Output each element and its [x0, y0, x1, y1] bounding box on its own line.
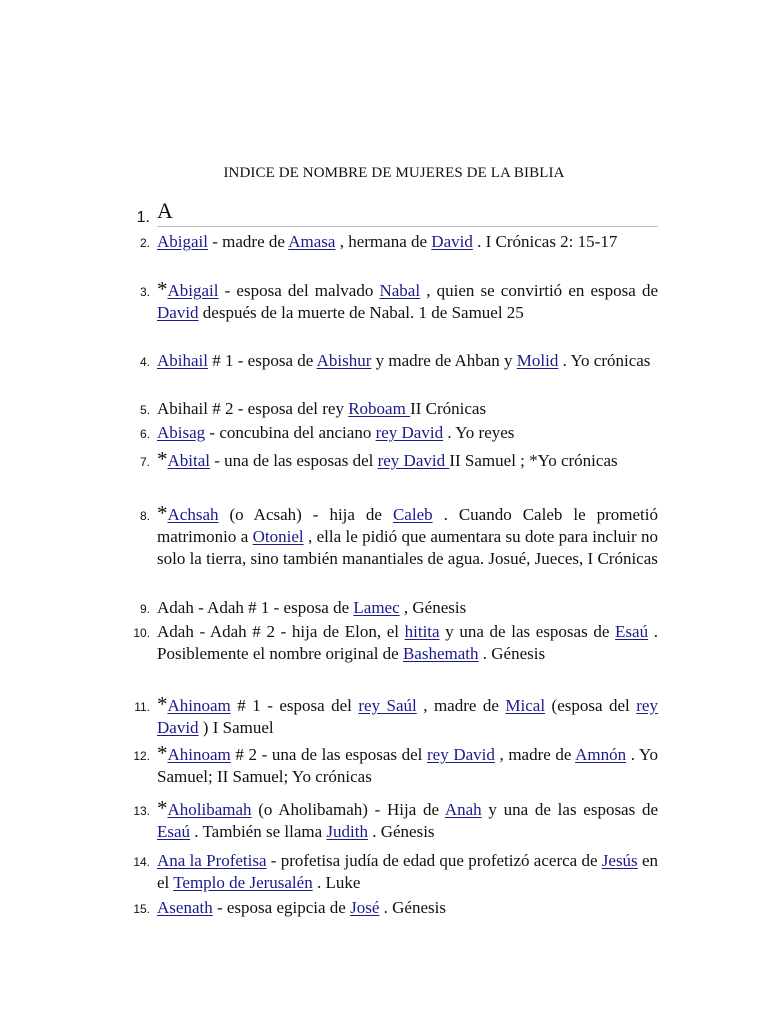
list-number: 4. [139, 355, 150, 369]
entry-text [157, 796, 658, 843]
entry-text-segment: , madre de [416, 696, 506, 715]
reference-link[interactable]: Abisag [157, 423, 206, 442]
entry-text [157, 621, 658, 665]
entry-text-segment: , madre de [494, 745, 576, 764]
entry-text [157, 350, 658, 372]
reference-link[interactable]: hitita [404, 622, 440, 641]
asterisk-marker: * [157, 277, 168, 301]
entry-text-segment: . Yo crónicas [558, 351, 651, 370]
entry-text-segment: A [157, 198, 173, 223]
reference-link[interactable]: Aholibamah [167, 800, 252, 819]
asterisk-marker: * [157, 501, 168, 525]
reference-link[interactable]: Anah [444, 800, 482, 819]
reference-link[interactable]: Otoniel [252, 527, 304, 546]
entry-text-segment: . Génesis [478, 644, 546, 663]
reference-link[interactable]: Abishur [316, 351, 372, 370]
reference-link[interactable]: Templo de Jerusalén [173, 873, 313, 892]
entry-text [157, 897, 658, 919]
list-number: 8. [139, 509, 150, 523]
entry-text-segment: . Génesis [367, 822, 435, 841]
list-number: 1. [136, 209, 150, 226]
entry-text-segment: II Crónicas [410, 399, 487, 418]
reference-link[interactable]: Roboam [348, 399, 411, 418]
list-number: 7. [139, 455, 150, 469]
entry-text-segment: (o Acsah) - hija de [218, 505, 393, 524]
entry-text-segment: en el [157, 851, 658, 892]
entry-text-segment: . También se llama [190, 822, 327, 841]
entry-text-segment: - madre de [208, 232, 289, 251]
reference-link[interactable]: Abital [167, 451, 210, 470]
reference-link[interactable]: Abigail [167, 281, 219, 300]
entry-text-segment: y una de las esposas de [439, 622, 616, 641]
entry-text-segment: # 2 - una de las esposas del [230, 745, 428, 764]
entry-text [157, 597, 658, 619]
reference-link[interactable]: Lamec [353, 598, 400, 617]
reference-link[interactable]: Caleb [392, 505, 433, 524]
reference-link[interactable]: Jesús [601, 851, 638, 870]
entry-text [157, 277, 659, 324]
entry-text-segment: . Cuando Caleb le prometió matrimonio a [157, 505, 658, 546]
list-number: 5. [139, 403, 150, 417]
reference-link[interactable]: rey David [157, 696, 658, 737]
reference-link[interactable]: Bashemath [402, 644, 479, 663]
entry-text-segment: Adah - Adah # 1 - esposa de [157, 598, 354, 617]
entry-text [157, 501, 658, 570]
entry-text-segment: Adah - Adah # 2 - hija de Elon, el [157, 622, 405, 641]
entry-text-segment: . Yo reyes [443, 423, 515, 442]
entry-text-segment: - esposa del malvado [218, 281, 380, 300]
entry-text-segment: - profetisa judía de edad que profetizó acerca de [266, 851, 602, 870]
entry-text [157, 741, 658, 788]
reference-link[interactable]: David [431, 232, 473, 251]
reference-link[interactable]: rey David [375, 423, 444, 442]
reference-link[interactable]: Esaú [615, 622, 649, 641]
entry-text-segment: (o Aholibamah) - Hija de [251, 800, 445, 819]
entry-text-segment: . Luke [312, 873, 361, 892]
reference-link[interactable]: Ahinoam [167, 696, 231, 715]
entry-text-segment: . Posiblemente el nombre original de [157, 622, 658, 663]
reference-link[interactable]: Judith [326, 822, 368, 841]
list-number: 6. [139, 427, 150, 441]
list-number: 9. [139, 602, 150, 616]
entry-text-segment: # 1 - esposa de [208, 351, 317, 370]
entry-text [157, 850, 658, 894]
reference-link[interactable]: Molid [516, 351, 559, 370]
list-number: 3. [139, 285, 150, 299]
entry-text-segment: , hermana de [335, 232, 432, 251]
entry-text-segment: , Génesis [399, 598, 467, 617]
entry-text [157, 231, 658, 253]
list-number: 11. [134, 700, 150, 714]
asterisk-marker: * [157, 447, 168, 471]
reference-link[interactable]: Achsah [167, 505, 219, 524]
entry-text-segment: - concubina del anciano [205, 423, 376, 442]
entry-text-segment: Abihail # 2 - esposa del rey [157, 399, 349, 418]
reference-link[interactable]: David [157, 303, 199, 322]
entry-text-segment: . Yo Samuel; II Samuel; Yo crónicas [157, 745, 658, 786]
document-title: INDICE DE NOMBRE DE MUJERES DE LA BIBLIA [223, 165, 565, 181]
reference-link[interactable]: rey David [377, 451, 450, 470]
entry-text [157, 422, 658, 444]
entry-text-segment: ) I Samuel [198, 718, 274, 737]
entry-text-segment: # 1 - esposa del [230, 696, 359, 715]
list-number: 2. [139, 236, 150, 250]
asterisk-marker: * [157, 796, 168, 820]
entry-text [157, 398, 658, 420]
list-number: 10. [133, 626, 150, 640]
reference-link[interactable]: Nabal [379, 281, 421, 300]
reference-link[interactable]: Mical [505, 696, 546, 715]
reference-link[interactable]: Ana la Profetisa [157, 851, 267, 870]
entry-text-segment: . Génesis [379, 898, 446, 917]
asterisk-marker: * [157, 741, 168, 765]
reference-link[interactable]: Abigail [157, 232, 208, 251]
entry-text [157, 692, 658, 739]
entry-text-segment: - esposa egipcia de [212, 898, 351, 917]
reference-link[interactable]: rey David [427, 745, 495, 764]
reference-link[interactable]: Ahinoam [167, 745, 231, 764]
entry-text-segment: (esposa del [545, 696, 637, 715]
entry-text-segment: . I Crónicas 2: 15-17 [472, 232, 618, 251]
section-divider [157, 226, 658, 227]
reference-link[interactable]: Amnón [575, 745, 627, 764]
entry-text-segment: , ella le pidió que aumentara su dote para incluir no solo la tierra, sino también manantiales de agua. Josué, Jueces, I Crónicas [157, 527, 658, 568]
entry-text-segment: y madre de Ahban y [371, 351, 517, 370]
list-number: 12. [133, 749, 150, 763]
list-number: 13. [133, 804, 150, 818]
reference-link[interactable]: Amasa [288, 232, 336, 251]
reference-link[interactable]: Esaú [157, 822, 191, 841]
reference-link[interactable]: Asenath [157, 898, 213, 917]
entry-text-segment: y una de las esposas de [481, 800, 658, 819]
reference-link[interactable]: Abihail [157, 351, 208, 370]
entry-text [157, 447, 658, 472]
entry-text-segment: después de la muerte de Nabal. 1 de Samuel 25 [198, 303, 524, 322]
entry-text-segment: , quien se convirtió en esposa de [420, 281, 659, 300]
entry-text-segment: II Samuel ; *Yo crónicas [449, 451, 618, 470]
entry-text [157, 200, 658, 222]
reference-link[interactable]: José [350, 898, 380, 917]
asterisk-marker: * [157, 692, 168, 716]
list-number: 14. [133, 855, 150, 869]
list-number: 15. [133, 902, 150, 916]
entry-text-segment: - una de las esposas del [210, 451, 378, 470]
reference-link[interactable]: rey Saúl [358, 696, 417, 715]
